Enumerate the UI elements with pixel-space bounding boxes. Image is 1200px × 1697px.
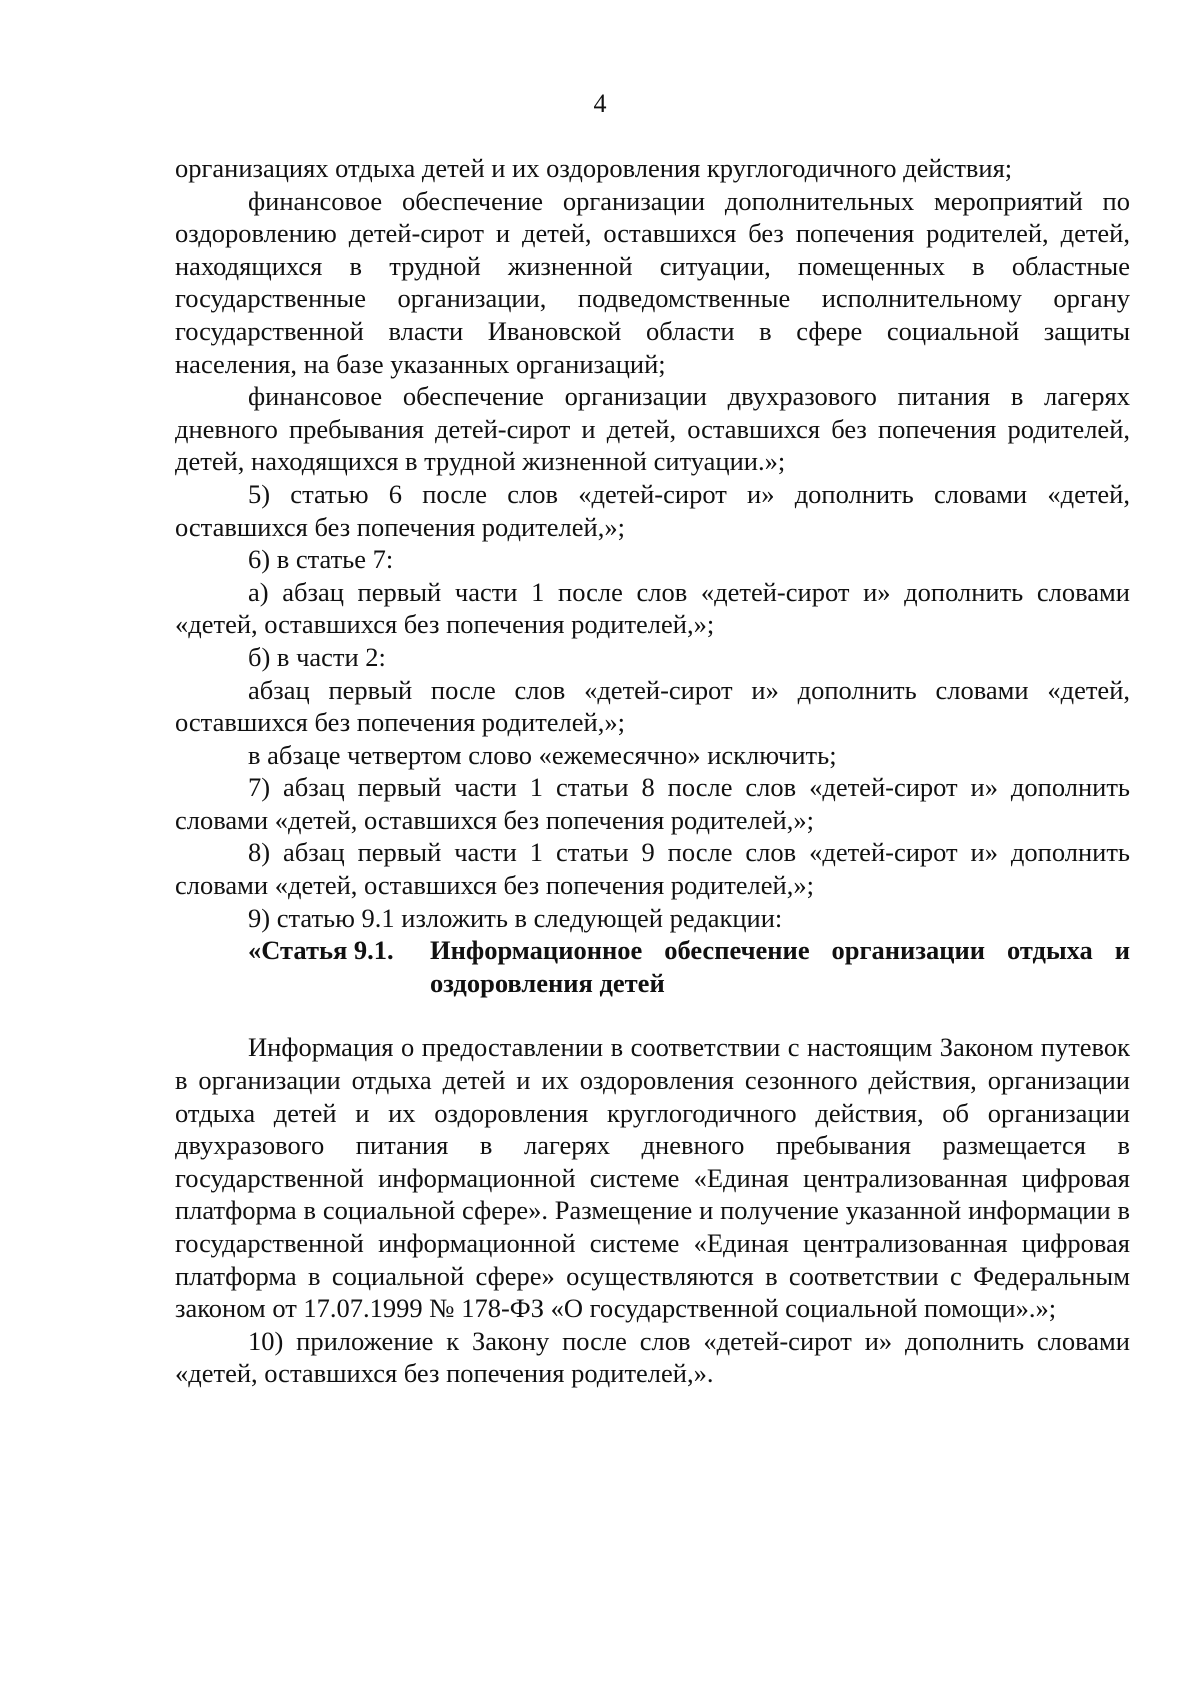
paragraph: 5) статью 6 после слов «детей-сирот и» дополнить словами «детей, оставшихся без попечения родителей,»; [175,478,1130,542]
spacer [175,999,1130,1031]
paragraph: 7) абзац первый части 1 статьи 8 после слов «детей-сирот и» дополнить словами «детей, оставшихся без попечения родителей,»; [175,772,1130,835]
paragraph: 9) статью 9.1 изложить в следующей редакции: [248,902,783,933]
paragraph: в абзаце четвертом слово «ежемесячно» исключить; [248,739,837,770]
article-title: Информационное обеспечение организации отдыха и оздоровления детей [430,935,1130,998]
paragraph: 10) приложение к Закону после слов «детей-сирот и» дополнить словами «детей, оставшихся без попечения родителей,». [175,1325,1130,1389]
document-body [175,152,1130,1390]
article-heading [175,934,1130,999]
paragraph: а) абзац первый части 1 после слов «детей-сирот и» дополнить словами «детей, оставшихся без попечения родителей,»; [175,576,1130,640]
paragraph: 6) в статье 7: [248,544,394,575]
paragraph: абзац первый после слов «детей-сирот и» дополнить словами «детей, оставшихся без попечения родителей,»; [175,674,1130,738]
paragraph: Информация о предоставлении в соответствии с настоящим Законом путевок в организации отдыха детей и их оздоровления сезонного действия, организации отдыха детей и их оздоровления круглогодичного действия, об организации двухразового питания в лагерях дневного пребывания размещается в государственной информационной системе «Единая централизованная цифровая платформа в социальной сфере». Размещение и получение указанной информации в государственной информационной системе «Единая централизованная цифровая платформа в социальной сфере» осуществляются в соответствии с Федеральным законом от 17.07.1999 № 178-ФЗ «О государственной социальной помощи».»; [175,1032,1130,1324]
paragraph: финансовое обеспечение организации двухразового питания в лагерях дневного пребывания детей-сирот и детей, оставшихся без попечения родителей, детей, находящихся в трудной жизненной ситуации.»; [175,381,1130,477]
article-number: «Статья 9.1. [248,935,394,966]
paragraph: организациях отдыха детей и их оздоровления круглогодичного действия; [175,153,1013,183]
paragraph: 8) абзац первый части 1 статьи 9 после слов «детей-сирот и» дополнить словами «детей, оставшихся без попечения родителей,»; [175,837,1130,901]
paragraph: б) в части 2: [248,641,386,672]
page-number: 4 [593,89,607,118]
paragraph: финансовое обеспечение организации дополнительных мероприятий по оздоровлению детей-сирот и детей, оставшихся без попечения родителей, детей, находящихся в трудной жизненной ситуации, помещенных в областные государственные организации, подведомственные исполнительному органу государственной власти Ивановской области в сфере социальной защиты населения, на базе указанных организаций; [175,185,1130,379]
